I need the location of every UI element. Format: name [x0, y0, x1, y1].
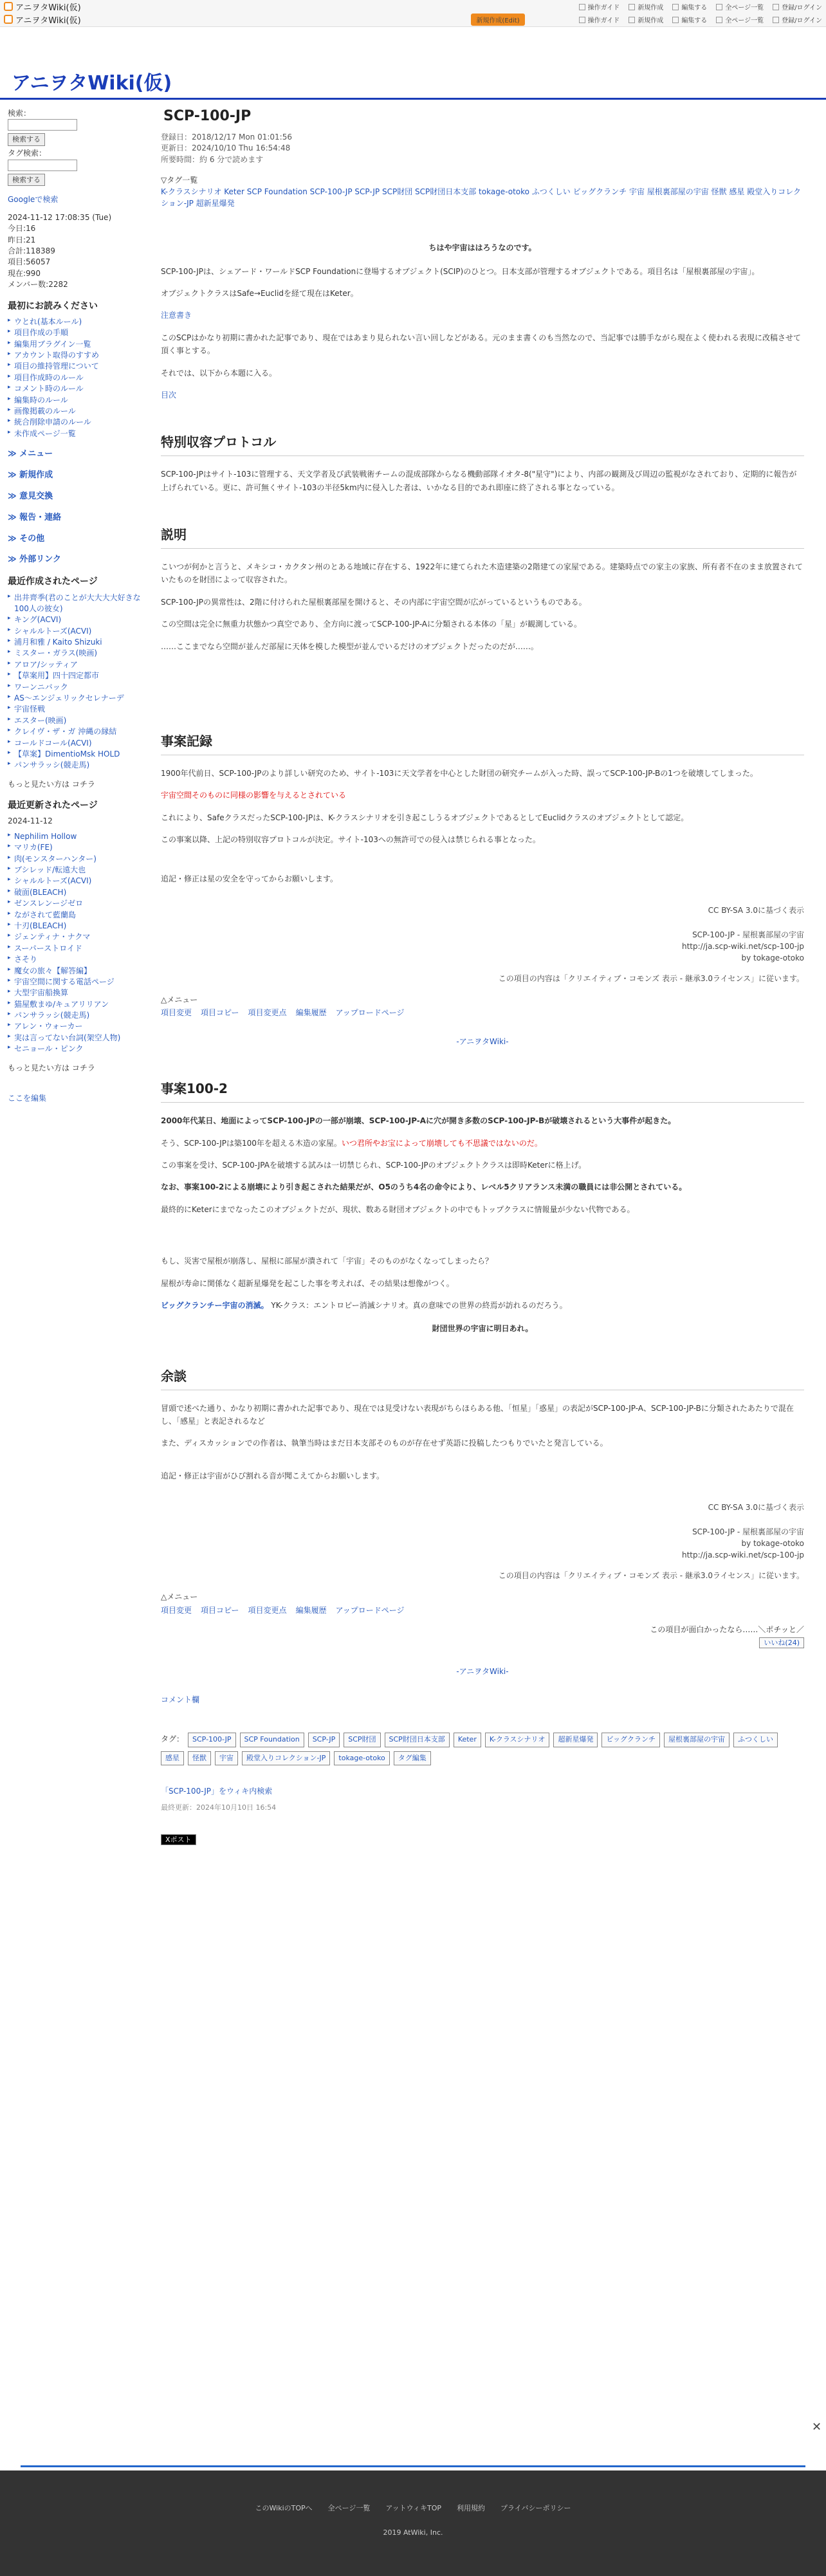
incident2-lead: 2000年代某日、地面によってSCP-100-JPの一部が崩壊、SCP-100-JP-Aに穴が開き多数のSCP-100-JP-Bが破壊されるという大事件が起きた。: [161, 1116, 676, 1126]
new-page-icon: [629, 17, 635, 23]
list-item[interactable]: [8, 865, 151, 876]
list-item[interactable]: [8, 842, 151, 853]
footer-link[interactable]: アットウィキTOP: [385, 2504, 442, 2512]
tag-chip[interactable]: タグ編集: [394, 1751, 431, 1766]
list-item[interactable]: [8, 406, 151, 417]
search-input[interactable]: [8, 119, 77, 131]
tag-chip[interactable]: 宇宙: [215, 1751, 238, 1766]
incident2-text-2: この事案を受け、SCP-100-JPAを破壊する試みは一切禁じられ、SCP-100-JPのオブジェクトクラスは即時Keterに格上げ。: [161, 1160, 587, 1170]
list-item-link[interactable]: 編集用ブラグイン一覧: [14, 339, 91, 349]
section-heading-protocol: 特別収容プロトコル: [161, 431, 804, 456]
nav-section[interactable]: ≫ 新規作成: [8, 470, 53, 480]
list-item-link[interactable]: 統合削除申請のルール: [14, 418, 91, 427]
list-item[interactable]: [8, 715, 151, 726]
list-item-link[interactable]: 【草案用】四十四定都市: [14, 671, 100, 681]
site-logo-icon-2[interactable]: [4, 15, 13, 24]
new-page-icon: [629, 4, 635, 10]
list-item[interactable]: [8, 988, 151, 998]
tag-chip[interactable]: Keter: [454, 1733, 481, 1747]
tag-search-button[interactable]: 検索する: [8, 174, 45, 187]
list-item-link[interactable]: 【草案】DimentioMsk HOLD: [14, 749, 120, 759]
site-logo-icon[interactable]: [4, 2, 13, 11]
list-item[interactable]: [8, 626, 151, 637]
footer-link[interactable]: 利用規約: [457, 2504, 486, 2512]
list-item-link[interactable]: 項目の維持管理について: [14, 362, 99, 371]
list-item-link[interactable]: 出井齊季(君のことが大大大大好きな100人の彼女): [14, 593, 141, 613]
list-item[interactable]: [8, 854, 151, 865]
nav-section[interactable]: ≫ 外部リンク: [8, 555, 61, 565]
menu-label-2[interactable]: △メニュー: [161, 1592, 198, 1602]
nav-all-pages-2[interactable]: 全ページ一覧: [716, 15, 764, 24]
menu-items: [161, 1006, 804, 1019]
tag-search-label: タグ検索：: [8, 149, 47, 158]
list-item[interactable]: [8, 943, 151, 954]
tag-label[interactable]: ▽タグ一覧: [161, 176, 198, 185]
list-item[interactable]: [8, 954, 151, 965]
last-update: 最終更新：2024年10月10日 16:54: [161, 1803, 277, 1812]
list-item-link[interactable]: パンサラッシ(競走馬): [14, 1011, 90, 1020]
tag-chip[interactable]: K-クラスシナリオ: [485, 1733, 550, 1747]
footer-link[interactable]: 全ページ一覧: [327, 2504, 371, 2512]
list-item[interactable]: [8, 726, 151, 737]
list-item[interactable]: [8, 831, 151, 842]
edit-button[interactable]: 新規作成(Edit): [471, 14, 524, 26]
list-item-link[interactable]: コールドコール(ACVI): [14, 738, 92, 748]
search-button[interactable]: 検索する: [8, 133, 45, 146]
class-line: オブジェクトクラスはSafe→Euclidを経て現在はKeter。: [161, 288, 358, 298]
list-item-link[interactable]: 浦月和雅 / Kaito Shizuki: [14, 638, 102, 647]
meta-line: 所要時間：約 6 分で読めます: [161, 154, 264, 164]
list-item[interactable]: [8, 350, 151, 361]
page-title: SCP-100-JP: [163, 108, 252, 124]
list-item-link[interactable]: 大型宇宙船換算: [14, 988, 69, 998]
meta-line: 登録日：2018/12/17 Mon 01:01:56: [161, 133, 292, 142]
list-item[interactable]: [8, 428, 151, 439]
list-item[interactable]: [8, 738, 151, 749]
list-item-link[interactable]: 画像掲載のルール: [14, 406, 76, 416]
list-item[interactable]: [8, 361, 151, 372]
list-item[interactable]: [8, 417, 151, 428]
nav-new-2[interactable]: 新規作成: [629, 15, 663, 24]
menu-item[interactable]: 項目変更点: [248, 1008, 287, 1018]
pencil-icon: [672, 17, 679, 23]
nav-edit-2[interactable]: 編集する: [672, 15, 707, 24]
incident2-text-6: 屋根が寿命に関係なく超新星爆発を起こした事を考えれば、その結果は想像がつく。: [161, 1278, 454, 1288]
menu-item[interactable]: 項目変更: [161, 1605, 192, 1615]
list-icon: [716, 17, 722, 23]
description-text-1: こいつが何かと言うと、メキシコ・カクタン州のとある地域に存在する、1922年に建てられた木造建築の2階建ての家屋である。建築時点での家主の家族、所有者不在のまま放置されていたものを財団によって収容された。: [161, 562, 803, 585]
latest-heading: 最近作成されたページ: [8, 576, 98, 587]
list-item-link[interactable]: ゼンスレンージゼロ: [14, 899, 84, 908]
footer-link[interactable]: このWikiのTOPへ: [255, 2504, 313, 2512]
list-item[interactable]: [8, 999, 151, 1010]
stat-line: 項目:56057: [8, 257, 51, 267]
tag-chip[interactable]: SCP財団: [344, 1733, 380, 1747]
nav-section[interactable]: ≫ 意見交換: [8, 491, 53, 501]
list-item-link[interactable]: アカウント取得のすすめ: [14, 351, 100, 360]
list-item-link[interactable]: コメント時のルール: [14, 384, 84, 394]
list-item[interactable]: [8, 339, 151, 350]
wiki-search-link[interactable]: 「SCP-100-JP」をウィキ内検索: [161, 1787, 273, 1796]
tags-text[interactable]: K-クラスシナリオ Keter SCP Foundation SCP-100-JP SCP-JP SCP財団 SCP財団日本支部 tokage-otoko ふつくしい ビッグクランチ 宇宙 屋根裏部屋の宇宙 怪獣 感星 殿堂入りコレクション-JP 超新星爆発: [161, 187, 801, 208]
nav-section[interactable]: ≫ メニュー: [8, 449, 53, 459]
list-item-link[interactable]: さそり: [14, 955, 38, 964]
stat-line: 合計:118389: [8, 246, 55, 255]
incident-text-2: これにより、SafeクラスだったSCP-100-JPは、K-クラスシナリオを引き起こしうるオブジェクトであるとしてEuclidクラスのオブジェクトとして認定。: [161, 813, 689, 822]
cc-line: by tokage-otoko: [741, 1539, 804, 1549]
nav-guide[interactable]: 操作ガイド: [579, 2, 620, 12]
top-nav-2: [471, 14, 822, 26]
description-text-2: SCP-100-JPの異常性は、2階に付けられた屋根裏部屋を開けると、その内部に宇宙空間が広がっているというものである。: [161, 597, 587, 607]
menu-label[interactable]: △メニュー: [161, 995, 198, 1004]
list-item-link[interactable]: パンサラッシ(競走馬): [14, 760, 90, 770]
nav-section[interactable]: ≫ その他: [8, 533, 45, 544]
incident2-text-5: もし、災害で屋根が崩落し、屋根に部屋が潰されて「宇宙」そのものがなくなってしまったら？: [161, 1256, 493, 1266]
list-item[interactable]: [8, 614, 151, 625]
sidebar: [8, 108, 151, 1123]
bigcrunch-link[interactable]: ビッグクランチー宇宙の消滅。: [161, 1300, 269, 1310]
top-bar: [0, 0, 826, 27]
stat-line: 現在:990: [8, 268, 41, 278]
tag-search-input[interactable]: [8, 160, 77, 171]
tag-chip[interactable]: SCP財団日本支部: [385, 1733, 450, 1747]
like-button[interactable]: いいね(24): [759, 1637, 804, 1648]
list-item[interactable]: [8, 704, 151, 715]
list-item[interactable]: [8, 898, 151, 909]
menu-items-2: [161, 1604, 804, 1617]
list-item-link[interactable]: 項目作成時のルール: [14, 373, 84, 382]
footer-links: [0, 2503, 826, 2513]
first-read-heading: 最初にお読みください: [8, 300, 98, 311]
list-item-link[interactable]: 肉(モンスターハンター): [14, 854, 96, 863]
trivia-text-3: 追記・修正は宇宙がひび割れる音が聞こえてからお願いします。: [161, 1471, 385, 1480]
incident2-text-1: そう、SCP-100-JPは築100年を超える木造の家屋。いつ君所やお宝によって崩壊しても不思議ではないのだ。: [161, 1138, 542, 1148]
footer-link[interactable]: プライバシーポリシー: [500, 2504, 571, 2512]
list-item[interactable]: [8, 760, 151, 771]
incident2-red: いつ君所やお宝によって崩壊しても不思議ではないのだ。: [341, 1138, 542, 1148]
list-item-link[interactable]: 項目作成の手順: [14, 328, 69, 338]
footer-menu-1: [161, 993, 804, 1020]
list-item[interactable]: [8, 670, 151, 681]
nav-login[interactable]: 登録/ログイン: [773, 2, 822, 12]
note-text-1: このSCPはかなり初期に書かれた記事であり、現在ではあまり見られない言い回しなどがある。元のまま書くのも当然なので、当記事では勝手ながら現在よく使われる表現に改稿させて頂く事とする。: [161, 333, 801, 356]
list-item[interactable]: [8, 648, 151, 659]
list-item-link[interactable]: アロア/シッティア: [14, 659, 78, 669]
stat-line: 今日:16: [8, 224, 36, 234]
trivia-text-1: 冒頭で述べた通り、かなり初期に書かれた記事であり、現在では見受けない表現がちらほらある他、「恒星」「惑星」の表記がSCP-100-JP-A、SCP-100-JP-Bに分類されたあたりで混在し、「感星」と表記されるなど: [161, 1403, 794, 1426]
cc-block-2: [161, 1502, 804, 1581]
top-bar-row-1: [0, 0, 826, 13]
list-item-link[interactable]: AS〜エンジェリックセレナーデ: [14, 694, 124, 703]
list-item[interactable]: [8, 876, 151, 887]
menu-item[interactable]: 編集履歴: [295, 1008, 327, 1018]
nav-section[interactable]: ≫ 報告・連絡: [8, 512, 62, 522]
list-item[interactable]: [8, 966, 151, 977]
nav-guide-2[interactable]: 操作ガイド: [579, 15, 620, 24]
incident-red-text: 宇宙空間そのものに同様の影響を与えるとされている: [161, 791, 347, 800]
close-icon[interactable]: ✕: [812, 2420, 822, 2434]
comment-toggle[interactable]: コメント欄: [161, 1695, 200, 1705]
wiki-title[interactable]: アニヲタWiki(仮): [12, 72, 172, 95]
section-heading-incident: 事案記録: [161, 730, 804, 755]
note-text-2: それでは、以下から本題に入る。: [161, 368, 277, 378]
list-item-link[interactable]: クレイヴ・ザ・ガ 沖縄の縁結: [14, 727, 117, 737]
list-item-link[interactable]: 編集時のルール: [14, 395, 68, 405]
top-bar-row-2: [0, 13, 826, 26]
stat-line: 2024-11-12 17:08:35 (Tue): [8, 212, 112, 222]
list-item[interactable]: [8, 1033, 151, 1044]
tag-chip[interactable]: SCP Foundation: [240, 1733, 304, 1747]
first-read-list: [8, 317, 151, 439]
list-item-link[interactable]: 宇宙空間に関する電話ページ: [14, 977, 115, 986]
latest-list: [8, 593, 151, 771]
tag-chip[interactable]: SCP-100-JP: [188, 1733, 235, 1747]
list-item-link[interactable]: ウとれ(基本ルール): [14, 317, 82, 326]
nav-login-2[interactable]: 登録/ログイン: [773, 15, 822, 24]
list-item-link[interactable]: 魔女の旅々【解答編】: [14, 966, 92, 975]
updated-heading: 最近更新されたページ: [8, 800, 98, 811]
intro-quote: ちはや宇宙ははろうなのです。: [428, 243, 537, 253]
list-item-link[interactable]: セニョール・ピンク: [14, 1044, 84, 1054]
incident-text-3: この事案以降、上記の特別収容プロトコルが決定。サイト-103への無許可での侵入は禁じられる事となった。: [161, 835, 540, 845]
tag-chip[interactable]: ビッグクランチ: [601, 1733, 660, 1747]
list-item-link[interactable]: マリカ(FE): [14, 843, 53, 852]
menu-item[interactable]: 編集履歴: [295, 1605, 327, 1615]
guide-icon: [579, 4, 585, 10]
cc-notice-2: この項目の内容は「クリエイティブ・コモンズ 表示 - 継承3.0ライセンス」に従います。: [498, 1571, 804, 1581]
meta-line: 更新日：2024/10/10 Thu 16:54:48: [161, 143, 291, 153]
cc-line: by tokage-otoko: [741, 953, 804, 962]
list-item[interactable]: [8, 317, 151, 327]
tag-chip[interactable]: 感星: [161, 1751, 184, 1766]
list-item[interactable]: [8, 1010, 151, 1021]
menu-item[interactable]: 項目コピー: [201, 1605, 239, 1615]
tag-chip[interactable]: 超新星爆発: [553, 1733, 598, 1747]
incident-note: 追記・修正は星の安全を守ってからお願いします。: [161, 874, 338, 883]
list-icon: [716, 4, 722, 10]
x-post-button[interactable]: Xポスト: [161, 1834, 196, 1845]
list-item-link[interactable]: アレン・ウォーカー: [14, 1022, 83, 1031]
list-item-link[interactable]: シャルルトーズ(ACVI): [14, 626, 92, 636]
list-item-link[interactable]: 宇宙怪戦: [14, 704, 46, 714]
intro-text: SCP-100-JPは、シェアード・ワールドSCP Foundationに登場するオブジェクト(SCIP)のひとつ。日本支部が管理するオブジェクトである。項目名は「屋根裏部屋の宇宙」。: [161, 266, 760, 276]
list-item[interactable]: [8, 637, 151, 648]
list-item[interactable]: [8, 977, 151, 988]
list-item-link[interactable]: スーパーストロイド: [14, 943, 82, 953]
list-item-link[interactable]: ジェンティナ・ナクマ: [14, 932, 91, 942]
incident2-text-7: YK-クラス：エントロピー消滅シナリオ。真の意味での世界の終焉が訪れるのだろう。: [271, 1300, 567, 1310]
footer-menu-2: [161, 1590, 804, 1617]
list-item[interactable]: [8, 659, 151, 670]
search-label: 検索：: [8, 109, 32, 118]
list-item-link[interactable]: 実は言ってない台詞(架空人物): [14, 1033, 121, 1042]
tag-chip[interactable]: tokage-otoko: [334, 1751, 389, 1766]
menu-item[interactable]: アップロードページ: [335, 1605, 405, 1615]
cc-line: SCP-100-JP - 屋根裏部屋の宇宙: [692, 930, 804, 939]
incident2-text-3: なお、事案100-2による崩壊により引き起こされた結果だが、O5のうち4名の命令により、レベル5クリアランス未満の職員には非公開とされている。: [161, 1182, 687, 1192]
list-item-link[interactable]: シャルルトーズ(ACVI): [14, 876, 92, 886]
list-item-link[interactable]: ブシレッド/転遠大也: [14, 865, 86, 875]
user-icon: [773, 4, 779, 10]
list-item-link[interactable]: 十刃(BLEACH): [14, 921, 67, 930]
site-name-2[interactable]: アニヲタWiki(仮): [15, 15, 81, 26]
list-item[interactable]: [8, 682, 151, 693]
like-row: [161, 1623, 804, 1650]
protocol-text: SCP-100-JPはサイト-103に管理する、天文学者及び武装戦術チームの混成部隊からなる機動部隊イオタ-8("星守")により、内部の観測及び周辺の監視がなされており、定期的に報告が上げられている。更に、許可無くサイト-103の半径5km内に侵入した者は、いかなる目的であれ即座に終了される事となっている。: [161, 470, 797, 492]
list-item[interactable]: [8, 1021, 151, 1032]
list-item[interactable]: [8, 373, 151, 383]
tag-list: [161, 174, 804, 209]
list-item-link[interactable]: 未作成ページ一覧: [14, 428, 76, 438]
chip-label: タグ：: [161, 1734, 185, 1743]
stat-line: メンバー数:2282: [8, 280, 68, 290]
list-item[interactable]: [8, 910, 151, 921]
wiki-separator: -アニヲタWiki-: [456, 1036, 509, 1046]
list-item-link[interactable]: キング(ACVI): [14, 615, 62, 625]
cc-label-2: CC BY-SA 3.0に基づく表示: [708, 1503, 804, 1513]
site-name[interactable]: アニヲタWiki(仮): [15, 3, 81, 13]
warning-toggle[interactable]: 注意書き: [161, 311, 192, 320]
list-item-link[interactable]: ワーンニバック: [14, 682, 68, 692]
list-item[interactable]: [8, 383, 151, 394]
incident2-center: 財団世界の宇宙に明日あれ。: [432, 1324, 533, 1334]
copyright: 2019 AtWiki, Inc.: [383, 2528, 443, 2537]
list-item[interactable]: [8, 1044, 151, 1054]
tag-chip[interactable]: 屋根裏部屋の宇宙: [664, 1733, 730, 1747]
section-heading-incident2: 事案100-2: [161, 1078, 804, 1103]
list-item[interactable]: [8, 749, 151, 760]
menu-item[interactable]: 項目変更点: [248, 1605, 287, 1615]
list-item[interactable]: [8, 327, 151, 338]
more-link-1[interactable]: もっと見たい方は コチラ: [8, 779, 95, 789]
menu-item[interactable]: 項目コピー: [201, 1008, 239, 1018]
description-text-3: この空間は完全に無重力状態かつ真空であり、全方向に渡ってSCP-100-JP-Aに分類される本体の「星」が観測している。: [161, 620, 582, 629]
nav-new[interactable]: 新規作成: [629, 2, 663, 12]
section-heading-trivia: 余談: [161, 1365, 804, 1390]
list-item[interactable]: [8, 932, 151, 943]
top-nav: [579, 2, 822, 12]
list-item-link[interactable]: 破面(BLEACH): [14, 887, 67, 897]
tag-chip[interactable]: 怪獣: [188, 1751, 211, 1766]
tag-chip[interactable]: ふつくしい: [733, 1733, 778, 1747]
wiki-separator-2: -アニヲタWiki-: [456, 1667, 509, 1677]
tag-chips: [161, 1733, 804, 1765]
list-item[interactable]: [8, 593, 151, 615]
updated-date: 2024-11-12: [8, 816, 53, 826]
list-item-link[interactable]: 猫屋敷まゆ/キュアリリアン: [14, 999, 109, 1009]
updated-list: [8, 831, 151, 1055]
guide-icon: [579, 17, 585, 23]
ad-divider: [21, 2465, 805, 2467]
list-item-link[interactable]: ながされて藍蘭島: [14, 910, 77, 919]
header-divider: [0, 98, 826, 100]
menu-item[interactable]: 項目変更: [161, 1008, 192, 1018]
cc-line: SCP-100-JP - 屋根裏部屋の宇宙: [692, 1527, 804, 1537]
site-stats: [8, 212, 151, 291]
list-item[interactable]: [8, 395, 151, 406]
nav-all-pages[interactable]: 全ページ一覧: [716, 2, 764, 12]
cc-notice: この項目の内容は「クリエイティブ・コモンズ 表示 - 継承3.0ライセンス」に従います。: [498, 973, 804, 983]
google-search-link[interactable]: Googleで検索: [8, 195, 59, 205]
cc-block-1: [161, 905, 804, 984]
nav-edit[interactable]: 編集する: [672, 2, 707, 12]
page-meta: [161, 132, 804, 165]
incident-text-1: 1900年代前日、SCP-100-JPのより詳しい研究のため、サイト-103に天文学者を中心とした財団の研究チームが入った時、誤ってSCP-100-JP-Bの1つを破壊してしまった。: [161, 769, 758, 778]
tag-chip[interactable]: 殿堂入りコレクション-JP: [242, 1751, 330, 1766]
incident2-text-4: 最終的にKeterにまでなったこのオブジェクトだが、現状、数ある財団オブジェクトの中でもトップクラスに情報量が少ない代物である。: [161, 1204, 635, 1214]
user-icon: [773, 17, 779, 23]
nav-sections: [8, 448, 151, 566]
list-item[interactable]: [8, 693, 151, 704]
cc-line[interactable]: http://ja.scp-wiki.net/scp-100-jp: [681, 1550, 804, 1560]
list-item-link[interactable]: Nephilim Hollow: [14, 831, 77, 841]
cc-label: CC BY-SA 3.0に基づく表示: [708, 905, 804, 915]
stat-line: 昨日:21: [8, 235, 36, 244]
pencil-icon: [672, 4, 679, 10]
description-text-4: ……ここまでなら空間が並んだ部屋に天体を模した模型が並んでいるだけのオブジェクトだったのだが……。: [161, 641, 538, 651]
site-footer: [0, 2470, 826, 2576]
list-item-link[interactable]: ミスター・ガラス(映画): [14, 649, 98, 658]
section-heading-description: 説明: [161, 524, 804, 549]
trivia-text-2: また、ディスカッションでの作者は、執筆当時はまだ日本支部そのものが存在せず英語に投稿したつもりでいたと発言している。: [161, 1439, 608, 1448]
cc-line[interactable]: http://ja.scp-wiki.net/scp-100-jp: [681, 941, 804, 951]
toc-toggle[interactable]: 目次: [161, 390, 177, 400]
menu-item[interactable]: アップロードページ: [335, 1008, 405, 1018]
tag-chip[interactable]: SCP-JP: [308, 1733, 340, 1747]
edit-sidebar-link[interactable]: ここを編集: [8, 1094, 47, 1103]
main-content: [161, 108, 804, 1846]
more-link-2[interactable]: もっと見たい方は コチラ: [8, 1063, 95, 1072]
list-item[interactable]: [8, 921, 151, 932]
article-body: [161, 241, 804, 1846]
list-item-link[interactable]: エスター(映画): [14, 715, 67, 725]
list-item[interactable]: [8, 887, 151, 898]
like-text: この項目が面白かったなら……＼ポチッと／: [650, 1625, 804, 1635]
